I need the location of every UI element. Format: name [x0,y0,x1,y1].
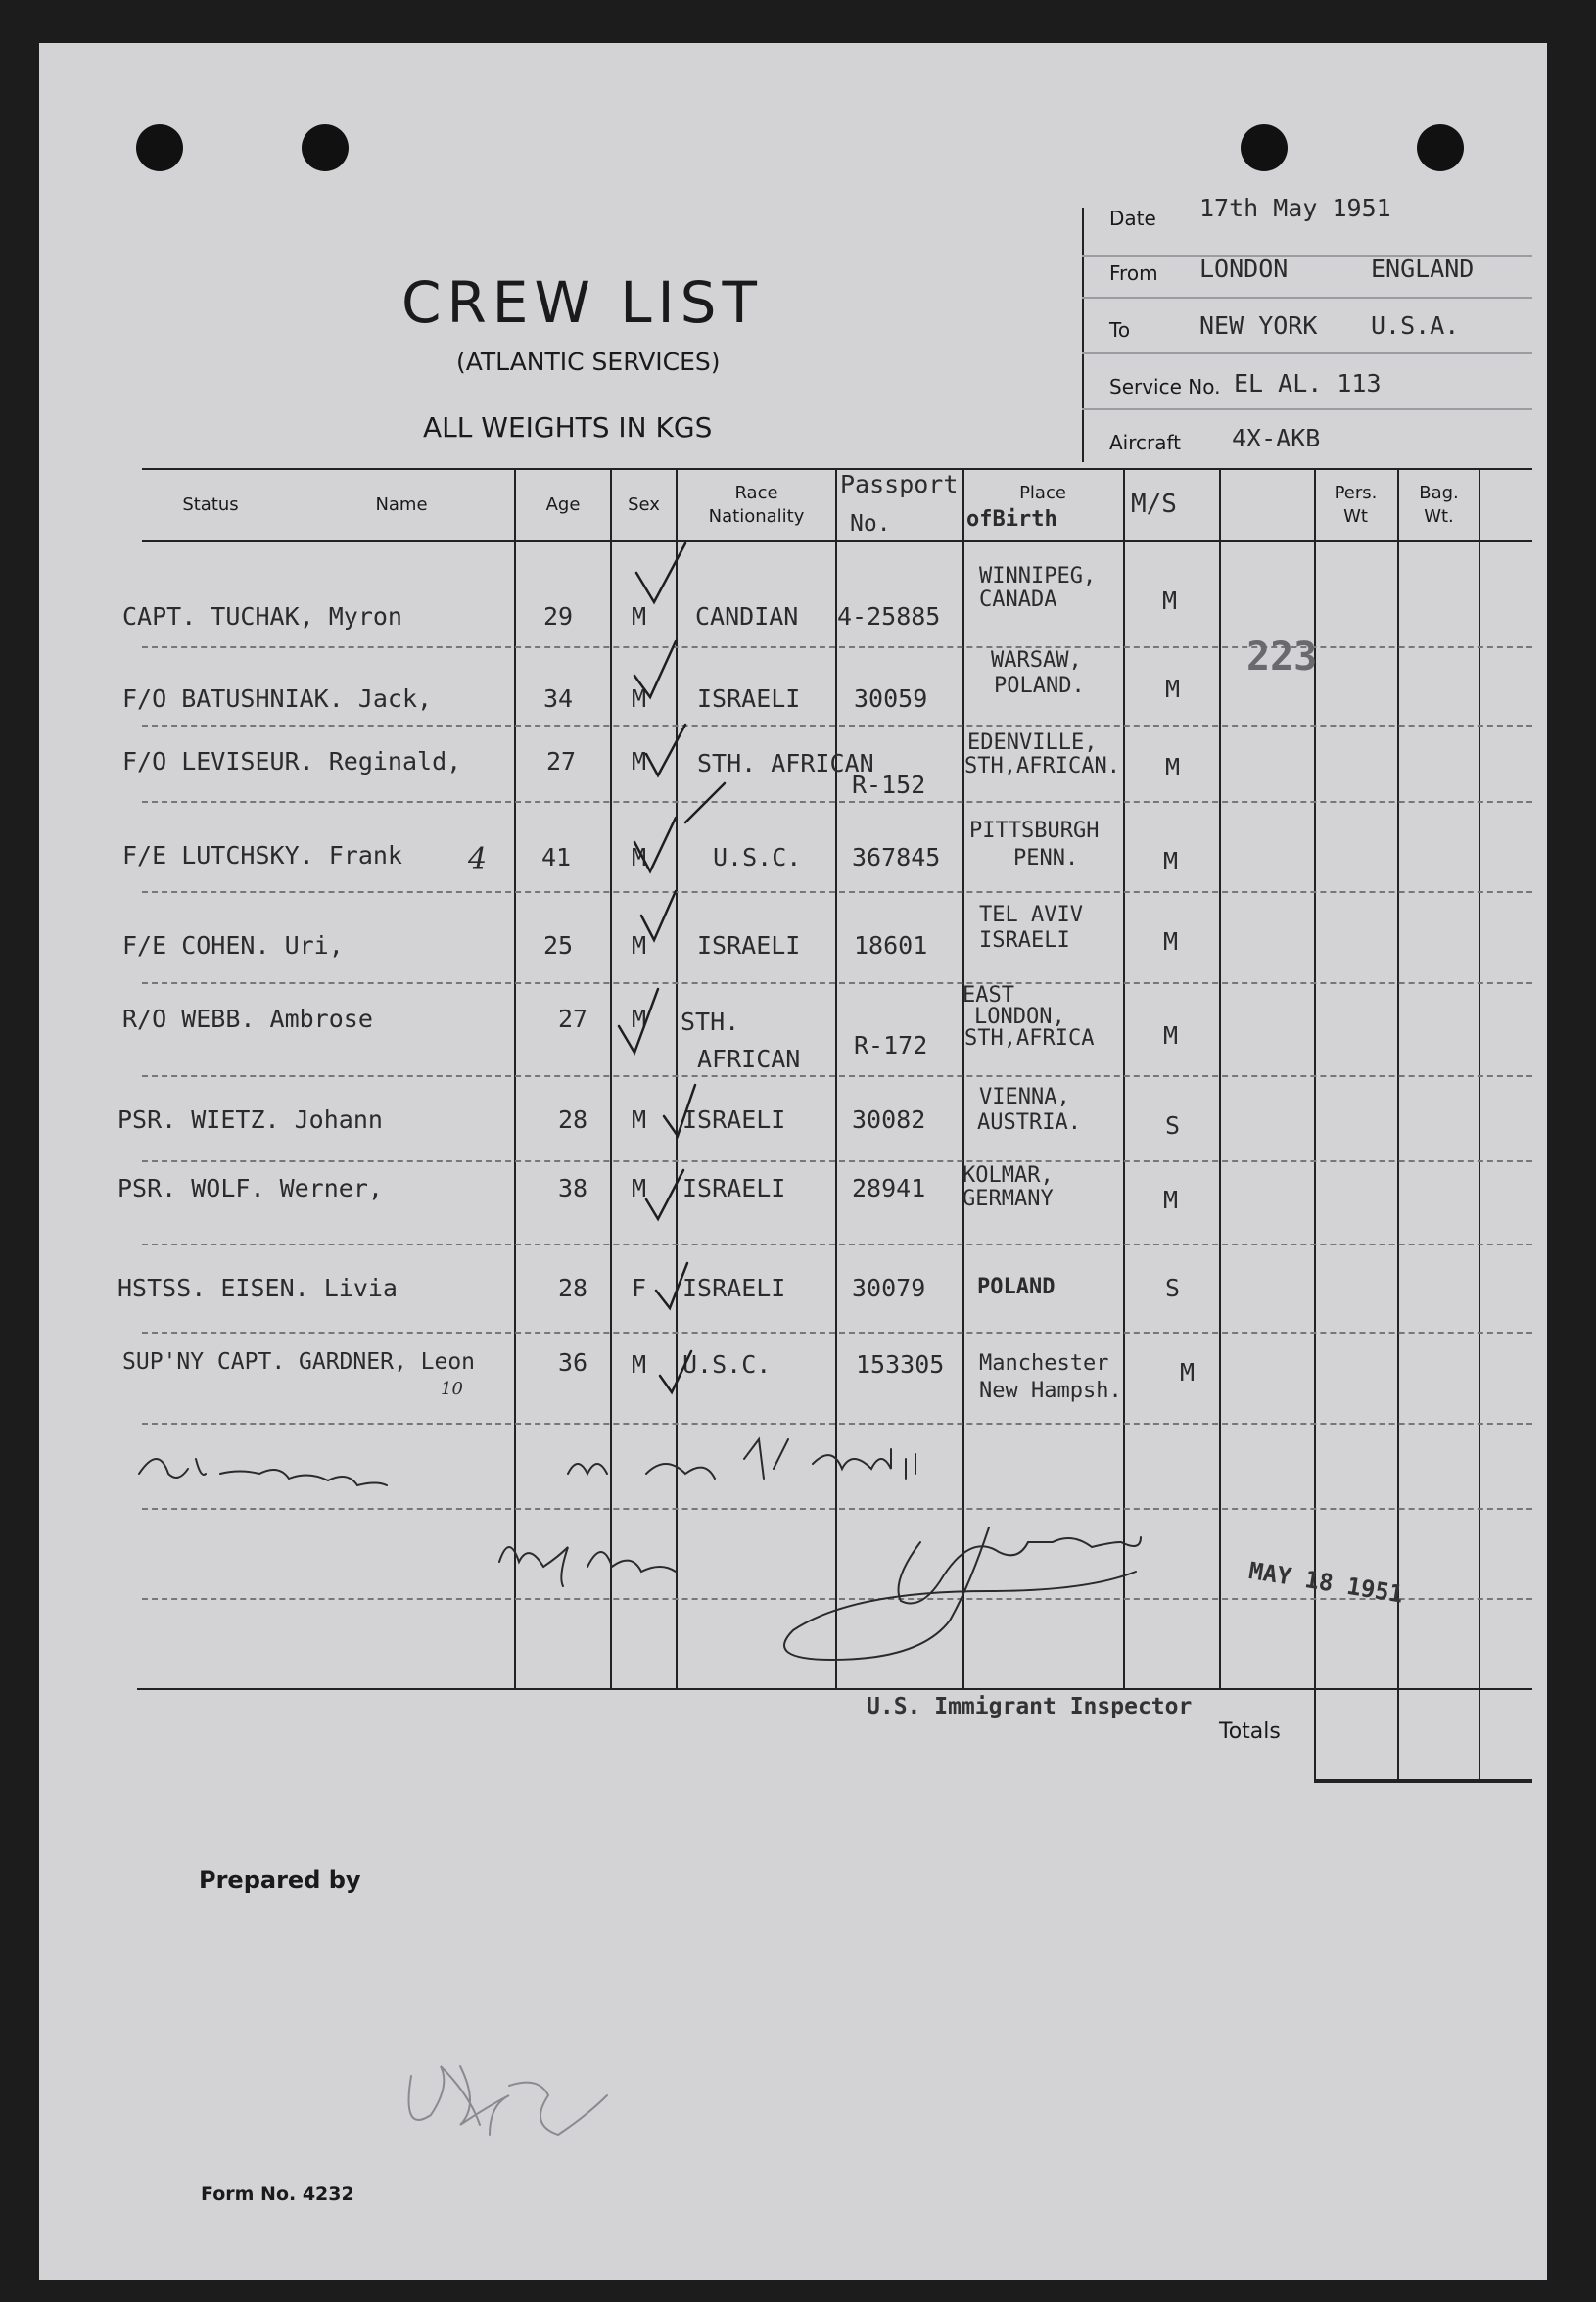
crew-birthplace-3: STH,AFRICA [964,1026,1095,1051]
aircraft-label: Aircraft [1109,431,1182,454]
col-place: Place [1019,483,1066,503]
crew-sex: M [632,843,647,871]
crew-marital: S [1165,1111,1181,1140]
crew-nationality: CANDIAN [695,602,799,631]
from-city: LONDON [1199,255,1289,283]
crew-age: 41 [541,843,572,871]
crew-birthplace-2: AUSTRIA. [977,1110,1081,1135]
crew-age: 25 [543,931,574,960]
crew-age: 38 [558,1174,588,1202]
col-bag-wt-2: Wt. [1424,506,1454,527]
crew-nationality: STH. AFRICAN [697,749,874,777]
col-bag-wt: Bag. [1419,483,1459,503]
service-label: Service No. [1109,375,1221,399]
crew-birthplace-2: CANADA [979,587,1057,612]
punch-hole-left [136,124,183,171]
inspector-stamp: U.S. Immigrant Inspector [867,1694,1193,1719]
col-age: Age [545,494,581,515]
crew-nationality: ISRAELI [682,1274,786,1302]
col-marital-status: M/S [1131,490,1177,519]
crew-birthplace: POLAND [977,1275,1056,1299]
crew-passport: R-172 [854,1031,928,1059]
crew-nationality: ISRAELI [682,1174,786,1202]
crew-birthplace: WINNIPEG, [979,564,1097,588]
crew-age: 34 [543,684,574,713]
from-label: From [1109,261,1158,285]
date-label: Date [1109,207,1156,230]
crew-birthplace: VIENNA, [979,1085,1070,1109]
to-country: U.S.A. [1371,311,1460,340]
crew-sex: M [632,602,647,631]
totals-label: Totals [1219,1719,1281,1744]
crew-nationality-2: AFRICAN [697,1045,801,1073]
crew-nationality: STH. [681,1008,740,1036]
crew-age: 27 [558,1005,588,1033]
crew-marital: M [1163,927,1179,956]
crew-name: F/E COHEN. Uri, [122,931,344,960]
col-nationality: Nationality [708,506,805,527]
crew-passport: 153305 [856,1350,945,1379]
crew-birthplace: PITTSBURGH [969,819,1100,843]
aircraft-value: 4X-AKB [1232,424,1321,452]
col-race: Race [734,483,778,503]
crew-birthplace: WARSAW, [991,648,1082,673]
crew-marital: M [1162,587,1178,615]
crew-birthplace-2: LONDON, [974,1005,1065,1029]
punch-hole-right-1 [1241,124,1288,171]
crew-birthplace: EAST [962,983,1014,1008]
col-passport-no: No. [850,511,891,537]
to-label: To [1109,318,1131,342]
handwritten-10: 10 [441,1379,463,1399]
crew-name: F/O LEVISEUR. Reginald, [122,747,462,775]
from-country: ENGLAND [1371,255,1475,283]
crew-nationality: U.S.C. [713,843,802,871]
crew-sex: M [632,1174,647,1202]
col-of-birth: ofBirth [966,507,1057,532]
prepared-by-label: Prepared by [199,1866,361,1894]
crew-passport: 18601 [854,931,928,960]
crew-sex: M [632,931,647,960]
to-city: NEW YORK [1199,311,1318,340]
col-passport: Passport [840,470,959,498]
stamp-number: 223 [1246,634,1318,680]
crew-birthplace-2: POLAND. [994,674,1085,698]
crew-sex: M [632,684,647,713]
crew-sex: F [632,1274,647,1302]
crew-name: F/E LUTCHSKY. Frank [122,841,402,869]
crew-sex: M [632,747,647,775]
crew-name: CAPT. TUCHAK, Myron [122,602,402,631]
crew-nationality: ISRAELI [682,1105,786,1134]
crew-passport: 367845 [852,843,941,871]
col-pers-wt: Pers. [1334,483,1378,503]
crew-birthplace: TEL AVIV [979,903,1083,927]
col-status: Status [182,494,239,515]
crew-name: HSTSS. EISEN. Livia [117,1274,398,1302]
handwritten-mark: 4 [468,842,488,876]
punch-hole-right-2 [1417,124,1464,171]
crew-name: F/O BATUSHNIAK. Jack, [122,684,433,713]
col-name: Name [375,494,428,515]
crew-nationality: ISRAELI [697,931,801,960]
page-subtitle: (ATLANTIC SERVICES) [456,348,721,376]
crew-birthplace: EDENVILLE, [967,730,1098,755]
crew-passport: 30079 [852,1274,926,1302]
crew-name: R/O WEBB. Ambrose [122,1005,373,1033]
crew-birthplace: Manchester [979,1351,1109,1376]
weights-note: ALL WEIGHTS IN KGS [423,411,713,444]
crew-age: 36 [558,1348,588,1377]
crew-passport: 30059 [854,684,928,713]
crew-sex: M [632,1005,647,1033]
crew-nationality: U.S.C. [682,1350,772,1379]
crew-age: 29 [543,602,574,631]
crew-passport: 28941 [852,1174,926,1202]
crew-birthplace: KOLMAR, [962,1163,1054,1188]
crew-name: PSR. WIETZ. Johann [117,1105,383,1134]
crew-birthplace-2: ISRAELI [979,928,1070,953]
crew-marital: S [1165,1274,1181,1302]
date-stamp: MAY 18 1951 [1246,1557,1405,1609]
page-title: CREW LIST [401,269,763,336]
crew-sex: M [632,1350,647,1379]
form-number: Form No. 4232 [201,2184,354,2205]
crew-birthplace-2: GERMANY [962,1187,1054,1211]
crew-marital: M [1163,1186,1179,1214]
crew-marital: M [1165,675,1181,703]
crew-age: 28 [558,1274,588,1302]
crew-marital: M [1165,753,1181,781]
crew-birthplace-2: New Hampsh. [979,1379,1122,1403]
crew-name: SUP'NY CAPT. GARDNER, Leon [122,1349,476,1375]
col-pers-wt-2: Wt [1343,506,1368,527]
service-value: EL AL. 113 [1234,369,1382,398]
date-value: 17th May 1951 [1199,194,1391,222]
crew-marital: M [1180,1358,1196,1386]
crew-marital: M [1163,847,1179,875]
crew-nationality: ISRAELI [697,684,801,713]
crew-sex: M [632,1105,647,1134]
crew-age: 28 [558,1105,588,1134]
crew-birthplace-2: PENN. [1013,846,1079,870]
crew-passport: R-152 [852,771,926,799]
crew-age: 27 [546,747,577,775]
crew-passport: 4-25885 [837,602,941,631]
col-sex: Sex [628,494,660,515]
punch-hole-middle [302,124,349,171]
crew-birthplace-2: STH,AFRICAN. [964,754,1120,778]
crew-marital: M [1163,1021,1179,1050]
crew-name: PSR. WOLF. Werner, [117,1174,383,1202]
crew-passport: 30082 [852,1105,926,1134]
